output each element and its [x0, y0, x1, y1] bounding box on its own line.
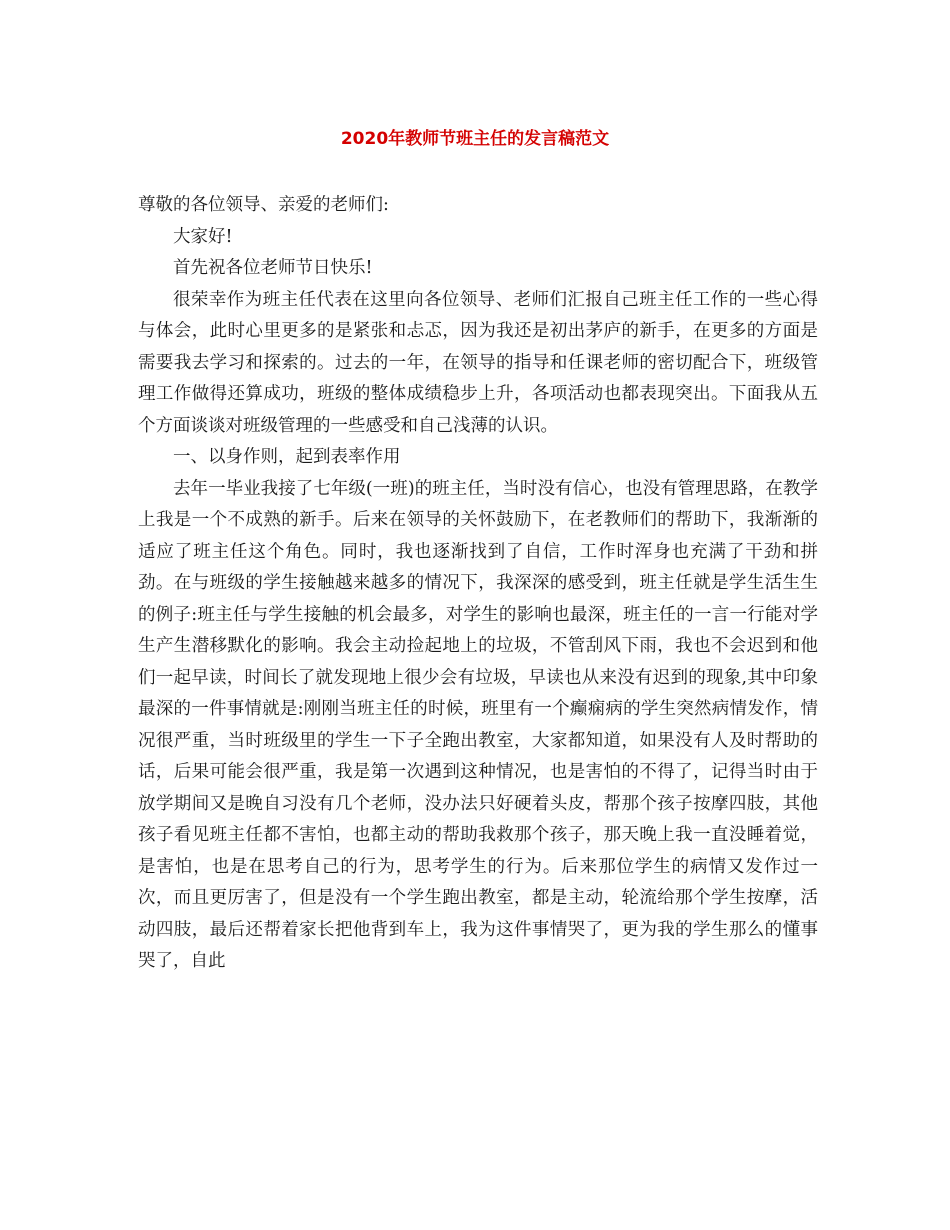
- paragraph-greeting: 大家好!: [173, 226, 233, 247]
- section-heading-1: 一、以身作则，起到表率作用: [173, 447, 401, 467]
- document-body: [138, 190, 818, 978]
- salutation: 尊敬的各位领导、亲爱的老师们:: [138, 195, 389, 215]
- document-title: 2020年教师节班主任的发言稿范文: [340, 129, 610, 149]
- paragraph-wishes: 首先祝各位老师节日快乐!: [173, 258, 373, 278]
- paragraph-intro: 很荣幸作为班主任代表在这里向各位领导、老师们汇报自己班主任工作的一些心得与体会，此时心里更多的是紧张和忐忑，因为我还是初出茅庐的新手，在更多的方面是需要我去学习和探索的。过去的一年，在领导的指导和任课老师的密切配合下，班级管理工作做得还算成功，班级的整体成绩稳步上升，各项活动也都表现突出。下面我从五个方面谈谈对班级管理的一些感受和自己浅薄的认识。: [138, 289, 818, 436]
- paragraph-section-1: 去年一毕业我接了七年级(一班)的班主任，当时没有信心，也没有管理思路，在教学上我是一个不成熟的新手。后来在领导的关怀鼓励下，在老教师们的帮助下，我渐渐的适应了班主任这个角色。同时，我也逐渐找到了自信，工作时浑身也充满了干劲和拼劲。在与班级的学生接触越来越多的情况下，我深深的感受到，班主任就是学生活生生的例子:班主任与学生接触的机会最多，对学生的影响也最深，班主任的一言一行能对学生产生潜移默化的影响。我会主动捡起地上的垃圾，不管刮风下雨，我也不会迟到和他们一起早读，时间长了就发现地上很少会有垃圾，早读也从来没有迟到的现象,其中印象最深的一件事情就是:刚刚当班主任的时候，班里有一个癫痫病的学生突然病情发作，情况很严重，当时班级里的学生一下子全跑出教室，大家都知道，如果没有人及时帮助的话，后果可能会很严重，我是第一次遇到这种情况，也是害怕的不得了，记得当时由于放学期间又是晚自习没有几个老师，没办法只好硬着头皮，帮那个孩子按摩四肢，其他孩子看见班主任都不害怕，也都主动的帮助我救那个孩子，那天晚上我一直没睡着觉，是害怕，也是在思考自己的行为，思考学生的行为。后来那位学生的病情又发作过一次，而且更厉害了，但是没有一个学生跑出教室，都是主动，轮流给那个学生按摩，活动四肢，最后还帮着家长把他背到车上，我为这件事情哭了，更为我的学生那么的懂事哭了，自此: [138, 478, 818, 971]
